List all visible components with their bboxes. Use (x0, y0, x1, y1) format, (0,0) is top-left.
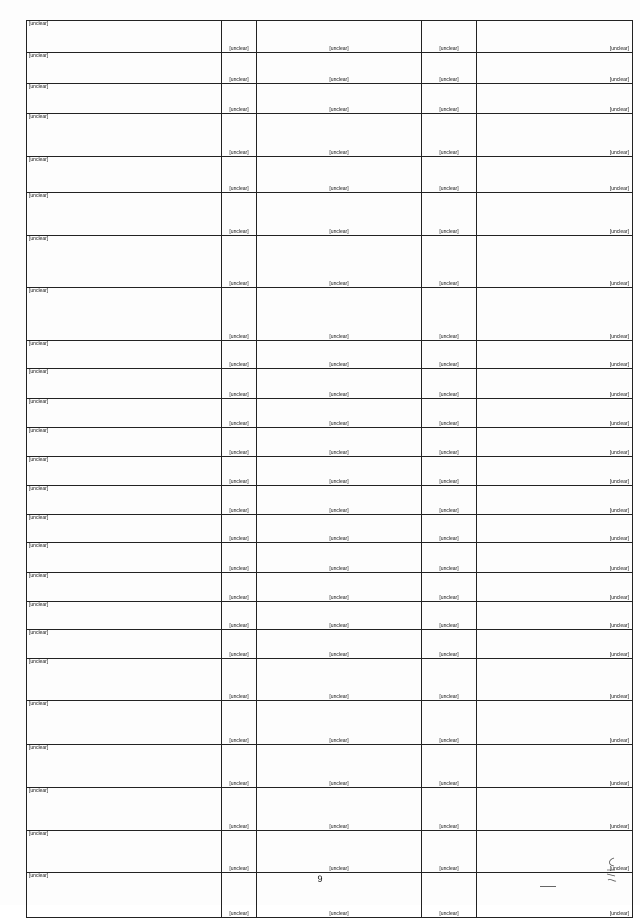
table-row (27, 428, 633, 457)
row-line-code-cell (222, 831, 257, 873)
row-income-code-cell-text: [unclear] (329, 737, 349, 744)
row-income-code-cell-text: [unclear] (329, 149, 349, 156)
row-amount-cell (477, 428, 633, 457)
row-name-cell-text: [unclear] (29, 602, 49, 608)
row-income-code-cell (257, 114, 422, 157)
row-line-code-cell-text: [unclear] (229, 45, 249, 52)
row-dash-cell-text: [unclear] (439, 780, 459, 787)
row-income-code-cell (257, 399, 422, 428)
row-income-code-cell (257, 788, 422, 831)
row-name-cell-text: [unclear] (29, 236, 49, 242)
row-income-code-cell (257, 369, 422, 399)
row-dash-cell (422, 745, 477, 788)
row-name-cell-text: [unclear] (29, 486, 49, 492)
row-dash-cell-text: [unclear] (439, 594, 459, 601)
row-amount-cell (477, 84, 633, 114)
row-name-cell-text: [unclear] (29, 341, 49, 347)
row-income-code-cell-text: [unclear] (329, 565, 349, 572)
row-name-cell (27, 486, 222, 515)
row-line-code-cell (222, 114, 257, 157)
table-row (27, 84, 633, 114)
row-income-code-cell (257, 573, 422, 602)
row-amount-cell-text: [unclear] (609, 823, 629, 830)
row-amount-cell (477, 486, 633, 515)
row-income-code-cell (257, 659, 422, 701)
row-dash-cell (422, 53, 477, 84)
row-amount-cell-text: [unclear] (609, 622, 629, 629)
row-amount-cell (477, 630, 633, 659)
row-amount-cell-text: [unclear] (609, 228, 629, 235)
table-row (27, 831, 633, 873)
row-income-code-cell-text: [unclear] (329, 391, 349, 398)
row-dash-cell (422, 630, 477, 659)
row-income-code-cell-text: [unclear] (329, 622, 349, 629)
table-row (27, 53, 633, 84)
row-line-code-cell-text: [unclear] (229, 478, 249, 485)
row-line-code-cell (222, 602, 257, 630)
row-line-code-cell-text: [unclear] (229, 693, 249, 700)
row-line-code-cell-text: [unclear] (229, 76, 249, 83)
row-dash-cell (422, 573, 477, 602)
row-income-code-cell-text: [unclear] (329, 594, 349, 601)
row-income-code-cell (257, 84, 422, 114)
row-amount-cell (477, 602, 633, 630)
row-line-code-cell (222, 457, 257, 486)
row-dash-cell-text: [unclear] (439, 823, 459, 830)
row-amount-cell (477, 114, 633, 157)
table-row (27, 788, 633, 831)
row-line-code-cell (222, 428, 257, 457)
row-income-code-cell (257, 341, 422, 369)
row-line-code-cell-text: [unclear] (229, 622, 249, 629)
row-line-code-cell-text: [unclear] (229, 651, 249, 658)
row-amount-cell (477, 236, 633, 288)
row-dash-cell (422, 831, 477, 873)
row-income-code-cell-text: [unclear] (329, 45, 349, 52)
row-line-code-cell (222, 701, 257, 745)
row-name-cell (27, 428, 222, 457)
row-line-code-cell (222, 399, 257, 428)
row-dash-cell-text: [unclear] (439, 391, 459, 398)
row-line-code-cell-text: [unclear] (229, 228, 249, 235)
row-name-cell-text: [unclear] (29, 543, 49, 549)
row-name-cell (27, 788, 222, 831)
row-dash-cell-text: [unclear] (439, 865, 459, 872)
row-name-cell (27, 157, 222, 193)
row-amount-cell (477, 53, 633, 84)
page-number: 9 (317, 874, 323, 884)
row-name-cell-text: [unclear] (29, 788, 49, 794)
row-income-code-cell-text: [unclear] (329, 507, 349, 514)
row-name-cell-text: [unclear] (29, 114, 49, 120)
table-row (27, 288, 633, 341)
table-row (27, 193, 633, 236)
row-line-code-cell (222, 486, 257, 515)
row-line-code-cell-text: [unclear] (229, 449, 249, 456)
row-dash-cell (422, 457, 477, 486)
table-row (27, 341, 633, 369)
row-amount-cell-text: [unclear] (609, 185, 629, 192)
row-name-cell-text: [unclear] (29, 84, 49, 90)
row-amount-cell-text: [unclear] (609, 594, 629, 601)
table-body (27, 21, 633, 918)
row-income-code-cell (257, 193, 422, 236)
row-amount-cell (477, 573, 633, 602)
row-amount-cell-text: [unclear] (609, 45, 629, 52)
row-dash-cell-text: [unclear] (439, 420, 459, 427)
row-amount-cell (477, 369, 633, 399)
row-dash-cell-text: [unclear] (439, 622, 459, 629)
row-name-cell (27, 193, 222, 236)
row-line-code-cell (222, 341, 257, 369)
row-line-code-cell (222, 288, 257, 341)
row-income-code-cell (257, 288, 422, 341)
row-amount-cell (477, 21, 633, 53)
row-line-code-cell-text: [unclear] (229, 823, 249, 830)
table-row (27, 745, 633, 788)
row-dash-cell (422, 701, 477, 745)
row-name-cell-text: [unclear] (29, 53, 49, 59)
row-amount-cell (477, 788, 633, 831)
row-amount-cell-text: [unclear] (609, 333, 629, 340)
row-dash-cell-text: [unclear] (439, 149, 459, 156)
row-income-code-cell-text: [unclear] (329, 478, 349, 485)
row-name-cell (27, 515, 222, 543)
table-row (27, 114, 633, 157)
row-amount-cell-text: [unclear] (609, 420, 629, 427)
row-dash-cell-text: [unclear] (439, 228, 459, 235)
row-amount-cell-text: [unclear] (609, 149, 629, 156)
row-amount-cell (477, 515, 633, 543)
row-income-code-cell-text: [unclear] (329, 185, 349, 192)
row-amount-cell (477, 193, 633, 236)
row-amount-cell (477, 543, 633, 573)
row-amount-cell-text: [unclear] (609, 361, 629, 368)
row-income-code-cell (257, 157, 422, 193)
row-dash-cell-text: [unclear] (439, 478, 459, 485)
row-dash-cell-text: [unclear] (439, 449, 459, 456)
row-amount-cell-text: [unclear] (609, 391, 629, 398)
row-name-cell (27, 543, 222, 573)
row-name-cell (27, 21, 222, 53)
table-row (27, 21, 633, 53)
row-amount-cell-text: [unclear] (609, 737, 629, 744)
row-income-code-cell (257, 831, 422, 873)
row-income-code-cell-text: [unclear] (329, 106, 349, 113)
table-row (27, 573, 633, 602)
row-line-code-cell-text: [unclear] (229, 280, 249, 287)
row-line-code-cell (222, 236, 257, 288)
row-dash-cell (422, 659, 477, 701)
row-income-code-cell-text: [unclear] (329, 449, 349, 456)
row-name-cell (27, 399, 222, 428)
row-dash-cell-text: [unclear] (439, 361, 459, 368)
row-income-code-cell (257, 457, 422, 486)
row-dash-cell (422, 602, 477, 630)
row-income-code-cell (257, 428, 422, 457)
row-income-code-cell (257, 745, 422, 788)
row-line-code-cell (222, 53, 257, 84)
row-name-cell-text: [unclear] (29, 399, 49, 405)
row-income-code-cell (257, 543, 422, 573)
row-name-cell-text: [unclear] (29, 288, 49, 294)
row-dash-cell (422, 114, 477, 157)
row-line-code-cell-text: [unclear] (229, 910, 249, 917)
table-row (27, 602, 633, 630)
row-amount-cell (477, 659, 633, 701)
row-line-code-cell (222, 157, 257, 193)
row-name-cell (27, 53, 222, 84)
row-amount-cell-text: [unclear] (609, 280, 629, 287)
row-amount-cell-text: [unclear] (609, 478, 629, 485)
row-dash-cell (422, 84, 477, 114)
row-amount-cell-text: [unclear] (609, 76, 629, 83)
row-dash-cell-text: [unclear] (439, 106, 459, 113)
row-income-code-cell (257, 236, 422, 288)
row-income-code-cell-text: [unclear] (329, 780, 349, 787)
row-income-code-cell (257, 486, 422, 515)
row-line-code-cell (222, 745, 257, 788)
row-line-code-cell-text: [unclear] (229, 594, 249, 601)
income-report-table (26, 20, 633, 918)
row-amount-cell (477, 399, 633, 428)
row-income-code-cell (257, 602, 422, 630)
row-dash-cell (422, 288, 477, 341)
row-name-cell (27, 288, 222, 341)
row-income-code-cell-text: [unclear] (329, 280, 349, 287)
row-dash-cell-text: [unclear] (439, 535, 459, 542)
row-name-cell (27, 236, 222, 288)
row-income-code-cell-text: [unclear] (329, 333, 349, 340)
row-dash-cell (422, 486, 477, 515)
row-income-code-cell (257, 515, 422, 543)
row-amount-cell (477, 157, 633, 193)
row-name-cell (27, 602, 222, 630)
row-income-code-cell-text: [unclear] (329, 535, 349, 542)
row-dash-cell-text: [unclear] (439, 565, 459, 572)
row-line-code-cell-text: [unclear] (229, 535, 249, 542)
row-line-code-cell (222, 543, 257, 573)
table-row (27, 543, 633, 573)
row-dash-cell-text: [unclear] (439, 333, 459, 340)
row-line-code-cell-text: [unclear] (229, 185, 249, 192)
table-row (27, 399, 633, 428)
row-name-cell (27, 457, 222, 486)
row-amount-cell-text: [unclear] (609, 449, 629, 456)
row-name-cell-text: [unclear] (29, 573, 49, 579)
row-amount-cell (477, 288, 633, 341)
margin-handwritten-mark (604, 856, 618, 886)
row-dash-cell-text: [unclear] (439, 910, 459, 917)
row-line-code-cell (222, 515, 257, 543)
row-amount-cell (477, 457, 633, 486)
row-dash-cell-text: [unclear] (439, 507, 459, 514)
table-row (27, 486, 633, 515)
row-income-code-cell (257, 53, 422, 84)
row-income-code-cell-text: [unclear] (329, 228, 349, 235)
row-amount-cell-text: [unclear] (609, 565, 629, 572)
row-name-cell-text: [unclear] (29, 831, 49, 837)
row-dash-cell (422, 157, 477, 193)
row-dash-cell (422, 236, 477, 288)
row-income-code-cell-text: [unclear] (329, 823, 349, 830)
table-row (27, 659, 633, 701)
row-dash-cell (422, 341, 477, 369)
row-dash-cell (422, 399, 477, 428)
row-name-cell (27, 831, 222, 873)
row-dash-cell (422, 21, 477, 53)
table-row (27, 369, 633, 399)
row-line-code-cell (222, 788, 257, 831)
row-name-cell (27, 84, 222, 114)
row-dash-cell-text: [unclear] (439, 185, 459, 192)
row-line-code-cell-text: [unclear] (229, 780, 249, 787)
row-dash-cell (422, 543, 477, 573)
row-dash-cell (422, 193, 477, 236)
row-line-code-cell-text: [unclear] (229, 361, 249, 368)
row-dash-cell-text: [unclear] (439, 737, 459, 744)
row-dash-cell-text: [unclear] (439, 651, 459, 658)
row-dash-cell-text: [unclear] (439, 76, 459, 83)
row-name-cell (27, 630, 222, 659)
footer-dash-mark (540, 886, 556, 887)
row-line-code-cell (222, 659, 257, 701)
row-income-code-cell-text: [unclear] (329, 910, 349, 917)
row-amount-cell-text: [unclear] (609, 693, 629, 700)
row-name-cell (27, 341, 222, 369)
table-row (27, 701, 633, 745)
row-name-cell-text: [unclear] (29, 659, 49, 665)
row-name-cell-text: [unclear] (29, 630, 49, 636)
table-row (27, 457, 633, 486)
row-dash-cell-text: [unclear] (439, 280, 459, 287)
row-name-cell-text: [unclear] (29, 873, 49, 879)
row-line-code-cell-text: [unclear] (229, 420, 249, 427)
row-dash-cell (422, 428, 477, 457)
row-dash-cell-text: [unclear] (439, 45, 459, 52)
row-amount-cell-text: [unclear] (609, 106, 629, 113)
row-dash-cell-text: [unclear] (439, 693, 459, 700)
row-amount-cell-text: [unclear] (609, 780, 629, 787)
row-name-cell (27, 659, 222, 701)
row-line-code-cell-text: [unclear] (229, 565, 249, 572)
row-name-cell-text: [unclear] (29, 428, 49, 434)
row-line-code-cell-text: [unclear] (229, 106, 249, 113)
row-income-code-cell-text: [unclear] (329, 361, 349, 368)
row-name-cell-text: [unclear] (29, 745, 49, 751)
row-name-cell (27, 701, 222, 745)
table-row (27, 515, 633, 543)
row-income-code-cell-text: [unclear] (329, 693, 349, 700)
row-income-code-cell-text: [unclear] (329, 651, 349, 658)
row-dash-cell (422, 515, 477, 543)
row-amount-cell-text: [unclear] (609, 651, 629, 658)
row-line-code-cell (222, 369, 257, 399)
row-amount-cell-text: [unclear] (609, 507, 629, 514)
row-name-cell (27, 369, 222, 399)
row-name-cell (27, 745, 222, 788)
row-income-code-cell (257, 630, 422, 659)
row-amount-cell (477, 701, 633, 745)
row-name-cell (27, 114, 222, 157)
row-name-cell-text: [unclear] (29, 369, 49, 375)
row-name-cell-text: [unclear] (29, 515, 49, 521)
row-income-code-cell (257, 21, 422, 53)
row-dash-cell (422, 788, 477, 831)
row-income-code-cell-text: [unclear] (329, 420, 349, 427)
row-amount-cell-text: [unclear] (609, 910, 629, 917)
row-line-code-cell-text: [unclear] (229, 865, 249, 872)
row-name-cell-text: [unclear] (29, 457, 49, 463)
table-row (27, 157, 633, 193)
row-line-code-cell (222, 21, 257, 53)
row-line-code-cell (222, 84, 257, 114)
row-amount-cell-text: [unclear] (609, 865, 629, 872)
row-line-code-cell-text: [unclear] (229, 391, 249, 398)
row-line-code-cell-text: [unclear] (229, 333, 249, 340)
row-name-cell-text: [unclear] (29, 193, 49, 199)
table-row (27, 630, 633, 659)
row-line-code-cell (222, 573, 257, 602)
row-line-code-cell-text: [unclear] (229, 149, 249, 156)
row-line-code-cell-text: [unclear] (229, 737, 249, 744)
row-name-cell-text: [unclear] (29, 701, 49, 707)
row-income-code-cell-text: [unclear] (329, 76, 349, 83)
row-amount-cell (477, 745, 633, 788)
row-income-code-cell-text: [unclear] (329, 865, 349, 872)
row-amount-cell-text: [unclear] (609, 535, 629, 542)
row-name-cell (27, 573, 222, 602)
row-line-code-cell (222, 630, 257, 659)
row-name-cell-text: [unclear] (29, 157, 49, 163)
row-name-cell-text: [unclear] (29, 21, 49, 27)
table-row (27, 236, 633, 288)
row-amount-cell (477, 341, 633, 369)
row-line-code-cell-text: [unclear] (229, 507, 249, 514)
row-dash-cell (422, 369, 477, 399)
row-line-code-cell (222, 193, 257, 236)
row-income-code-cell (257, 701, 422, 745)
